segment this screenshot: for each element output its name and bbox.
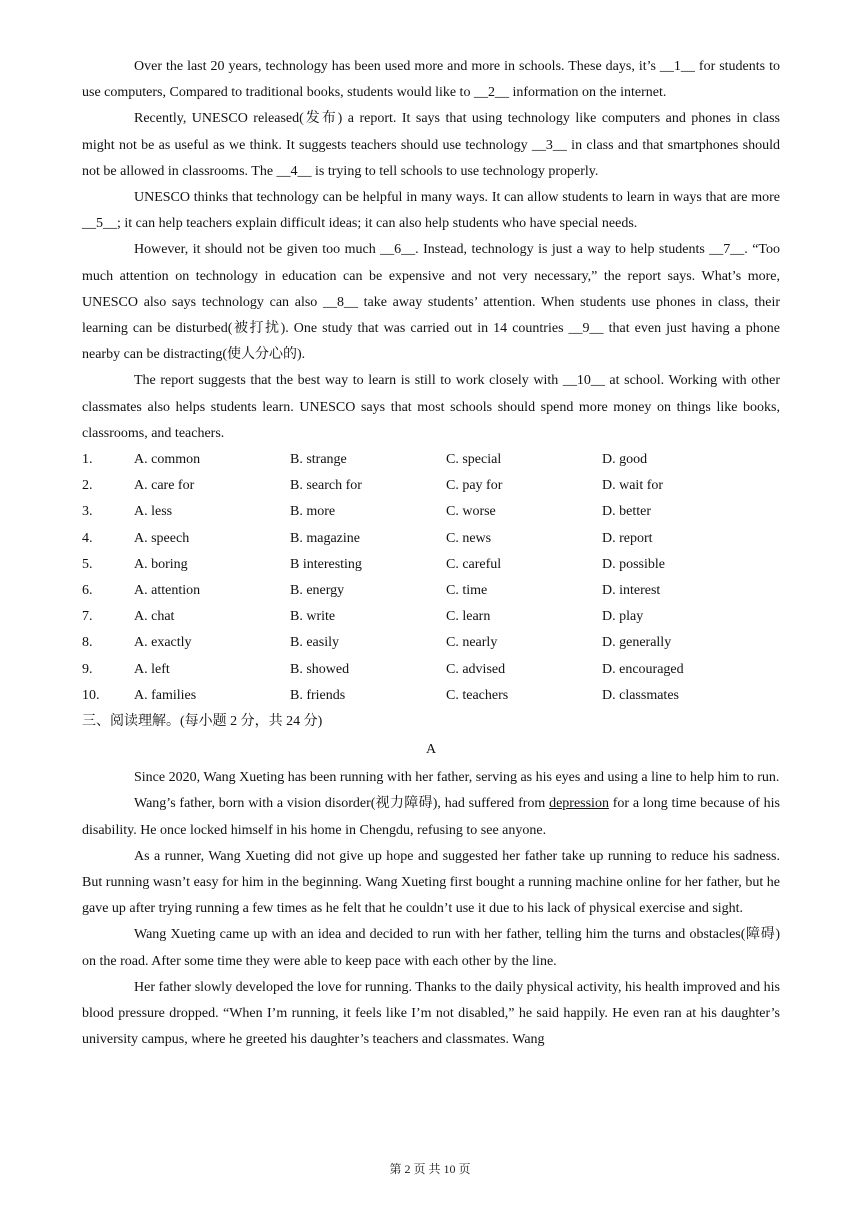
option-a: A. boring (134, 556, 188, 572)
options-list (82, 447, 780, 709)
option-row (82, 447, 780, 473)
option-row (82, 604, 780, 630)
cloze-paragraph-4: However, it should not be given too much __6__. Instead, technology is just a way to help students __7__. “Too much attention on technology in education can be expensive and not very necessary,” the report says. What’s more, UNESCO also says technology can also __8__ take away students’ attention. When students use phones in class, their learning can be disturbed(被打扰). One study that was carried out in 14 countries __9__ that even just having a phone nearby can be distracting(使人分心的). (82, 242, 780, 363)
reading-paragraph-5: Her father slowly developed the love for running. Thanks to the daily physical activity, his health improved and his blood pressure dropped. “When I’m running, it feels like I’m not disabled,” he said happily. He even ran at his daughter’s university campus, where he greeted his daughter’s teachers and classmates. Wang (82, 979, 780, 1048)
option-c: C. nearly (446, 635, 498, 651)
question-number: 10. (82, 687, 100, 703)
option-row (82, 683, 780, 709)
option-d: D. wait for (602, 478, 664, 494)
option-c: C. special (446, 452, 502, 468)
question-number: 8. (82, 635, 93, 651)
reading-paragraph-3: As a runner, Wang Xueting did not give up hope and suggested her father take up running to reduce his sadness. But running wasn’t easy for him in the beginning. Wang Xueting first bought a running machine online for her father, but he gave up after trying running a few times as he felt that he couldn’t use it due to his lack of physical exercise and sight. (82, 848, 780, 917)
passage-label: A (425, 742, 437, 758)
option-c: C. worse (446, 504, 496, 520)
question-number: 7. (82, 609, 93, 625)
option-d: D. encouraged (602, 661, 684, 677)
option-b: B. friends (290, 687, 346, 703)
question-number: 2. (82, 478, 93, 494)
option-c: C. time (446, 582, 488, 598)
cloze-paragraph-2: Recently, UNESCO released(发布) a report. It says that using technology like computers and phones in class might not be as useful as we think. It suggests teachers should use technology __3__ in class and that smartphones should not be allowed in classrooms. The __4__ is trying to tell schools to use technology properly. (82, 111, 780, 179)
option-d: D. play (602, 609, 644, 625)
option-d: D. good (602, 452, 648, 468)
question-number: 6. (82, 582, 93, 598)
reading-paragraph-1: Since 2020, Wang Xueting has been running with her father, serving as his eyes and using a line to help him to run. (134, 770, 780, 786)
option-b: B interesting (290, 556, 362, 572)
option-b: B. more (290, 504, 336, 520)
reading-paragraph-2-end: for a long time because of his disability. He once locked himself in his home in Chengdu, refusing to see anyone. (82, 796, 780, 838)
option-row (82, 526, 780, 552)
option-row (82, 657, 780, 683)
option-d: D. possible (602, 556, 665, 572)
option-c: C. news (446, 530, 492, 546)
question-number: 3. (82, 504, 93, 520)
option-c: C. teachers (446, 687, 509, 703)
option-a: A. common (134, 452, 201, 468)
option-b: B. showed (290, 661, 350, 677)
option-a: A. families (134, 687, 197, 703)
option-b: B. write (290, 609, 336, 625)
option-a: A. attention (134, 582, 201, 598)
question-number: 1. (82, 452, 93, 468)
underlined-word: depression (549, 796, 609, 812)
reading-paragraph-2 (82, 791, 780, 843)
option-a: A. exactly (134, 635, 192, 651)
option-row (82, 499, 780, 525)
option-c: C. pay for (446, 478, 503, 494)
reading-paragraph-4: Wang Xueting came up with an idea and decided to run with her father, telling him the turns and obstacles(障碍) on the road. After some time they were able to keep pace with each other by the line. (82, 927, 780, 969)
option-a: A. chat (134, 609, 175, 625)
cloze-paragraph-1: Over the last 20 years, technology has been used more and more in schools. These days, it’s __1__ for students to use computers, Compared to traditional books, students would like to __2__ information on the internet. (82, 59, 780, 101)
option-a: A. left (134, 661, 170, 677)
option-b: B. strange (290, 452, 347, 468)
option-a: A. speech (134, 530, 190, 546)
section-title: 三、阅读理解。(每小题 2 分，共 24 分) (82, 713, 323, 729)
option-b: B. search for (290, 478, 362, 494)
option-c: C. advised (446, 661, 506, 677)
cloze-paragraph-3: UNESCO thinks that technology can be helpful in many ways. It can allow students to learn in ways that are more __5__; it can help teachers explain difficult ideas; it can also help students who have special needs. (82, 190, 780, 232)
option-row (82, 473, 780, 499)
page-footer: 第 2 页 共 10 页 (389, 1162, 471, 1176)
question-number: 5. (82, 556, 93, 572)
option-c: C. careful (446, 556, 502, 572)
option-c: C. learn (446, 609, 491, 625)
option-b: B. magazine (290, 530, 360, 546)
cloze-paragraph-5: The report suggests that the best way to learn is still to work closely with __10__ at school. Working with other classmates also helps students learn. UNESCO says that most schools should spend more money on things like books, classrooms, and teachers. (82, 373, 780, 441)
reading-paragraph-2-start: Wang’s father, born with a vision disorder(视力障碍), had suffered from (134, 796, 550, 812)
option-d: D. report (602, 530, 653, 546)
option-a: A. care for (134, 478, 195, 494)
option-b: B. energy (290, 582, 345, 598)
option-d: D. generally (602, 635, 672, 651)
option-row (82, 552, 780, 578)
question-number: 9. (82, 661, 93, 677)
option-a: A. less (134, 504, 173, 520)
option-row (82, 630, 780, 656)
option-b: B. easily (290, 635, 339, 651)
option-d: D. interest (602, 582, 661, 598)
option-row (82, 578, 780, 604)
option-d: D. better (602, 504, 651, 520)
question-number: 4. (82, 530, 93, 546)
option-d: D. classmates (602, 687, 679, 703)
exam-page (82, 54, 780, 1053)
